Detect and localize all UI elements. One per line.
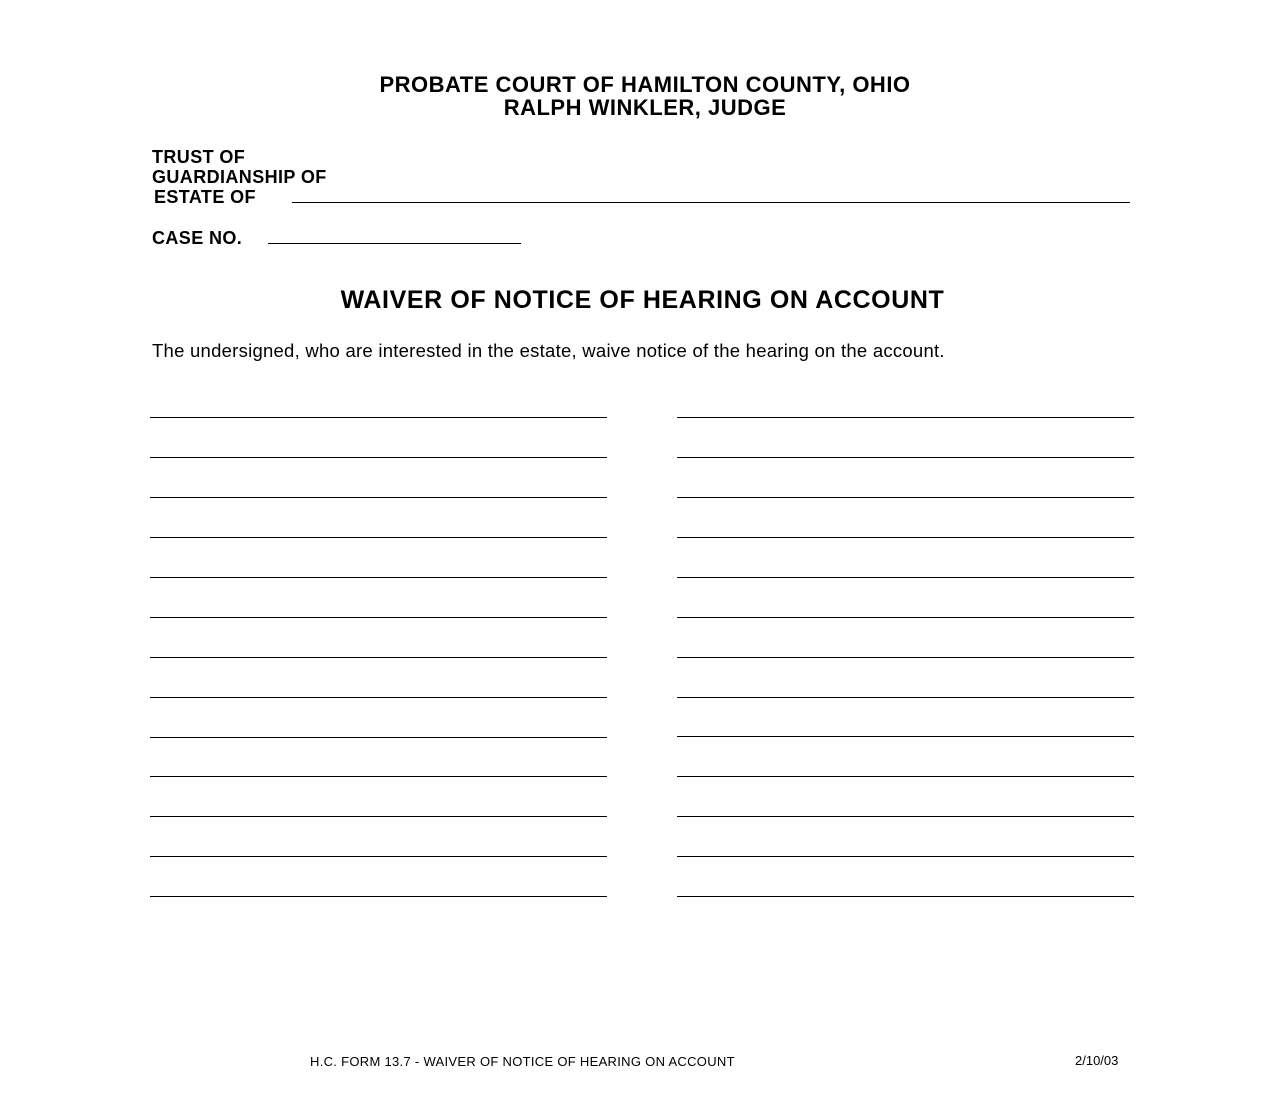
signature-line-left[interactable] (150, 697, 607, 698)
court-name: PROBATE COURT OF HAMILTON COUNTY, OHIO (379, 72, 911, 97)
case-number-field[interactable] (268, 243, 521, 244)
signature-line-right[interactable] (677, 457, 1134, 458)
signature-line-left[interactable] (150, 417, 607, 418)
signature-line-left[interactable] (150, 896, 607, 897)
signature-line-right[interactable] (677, 617, 1134, 618)
signature-line-left[interactable] (150, 577, 607, 578)
signature-line-left[interactable] (150, 617, 607, 618)
signature-line-right[interactable] (677, 856, 1134, 857)
signature-line-left[interactable] (150, 457, 607, 458)
signature-line-left[interactable] (150, 497, 607, 498)
estate-name-field[interactable] (292, 202, 1130, 203)
signature-line-right[interactable] (677, 657, 1134, 658)
trust-of-label: TRUST OF (152, 147, 246, 167)
form-footer-id: H.C. FORM 13.7 - WAIVER OF NOTICE OF HEARING ON ACCOUNT (310, 1054, 735, 1069)
guardianship-of-label: GUARDIANSHIP OF (152, 167, 327, 187)
signature-line-right[interactable] (677, 417, 1134, 418)
form-revision-date: 2/10/03 (1075, 1053, 1119, 1068)
signature-line-left[interactable] (150, 776, 607, 777)
signature-line-right[interactable] (677, 896, 1134, 897)
signature-line-left[interactable] (150, 816, 607, 817)
signature-line-left[interactable] (150, 537, 607, 538)
signature-line-left[interactable] (150, 856, 607, 857)
signature-line-right[interactable] (677, 697, 1134, 698)
signature-line-right[interactable] (677, 776, 1134, 777)
signature-line-right[interactable] (677, 537, 1134, 538)
signature-line-right[interactable] (677, 816, 1134, 817)
form-title: WAIVER OF NOTICE OF HEARING ON ACCOUNT (340, 286, 945, 314)
signature-line-right[interactable] (677, 577, 1134, 578)
signature-line-right[interactable] (677, 736, 1134, 737)
signature-line-left[interactable] (150, 737, 607, 738)
judge-name: RALPH WINKLER, JUDGE (503, 95, 787, 120)
signature-line-right[interactable] (677, 497, 1134, 498)
waiver-statement: The undersigned, who are interested in the estate, waive notice of the hearing on the account. (152, 340, 945, 361)
signature-line-left[interactable] (150, 657, 607, 658)
case-no-label: CASE NO. (152, 228, 243, 248)
estate-of-label: ESTATE OF (154, 187, 256, 207)
